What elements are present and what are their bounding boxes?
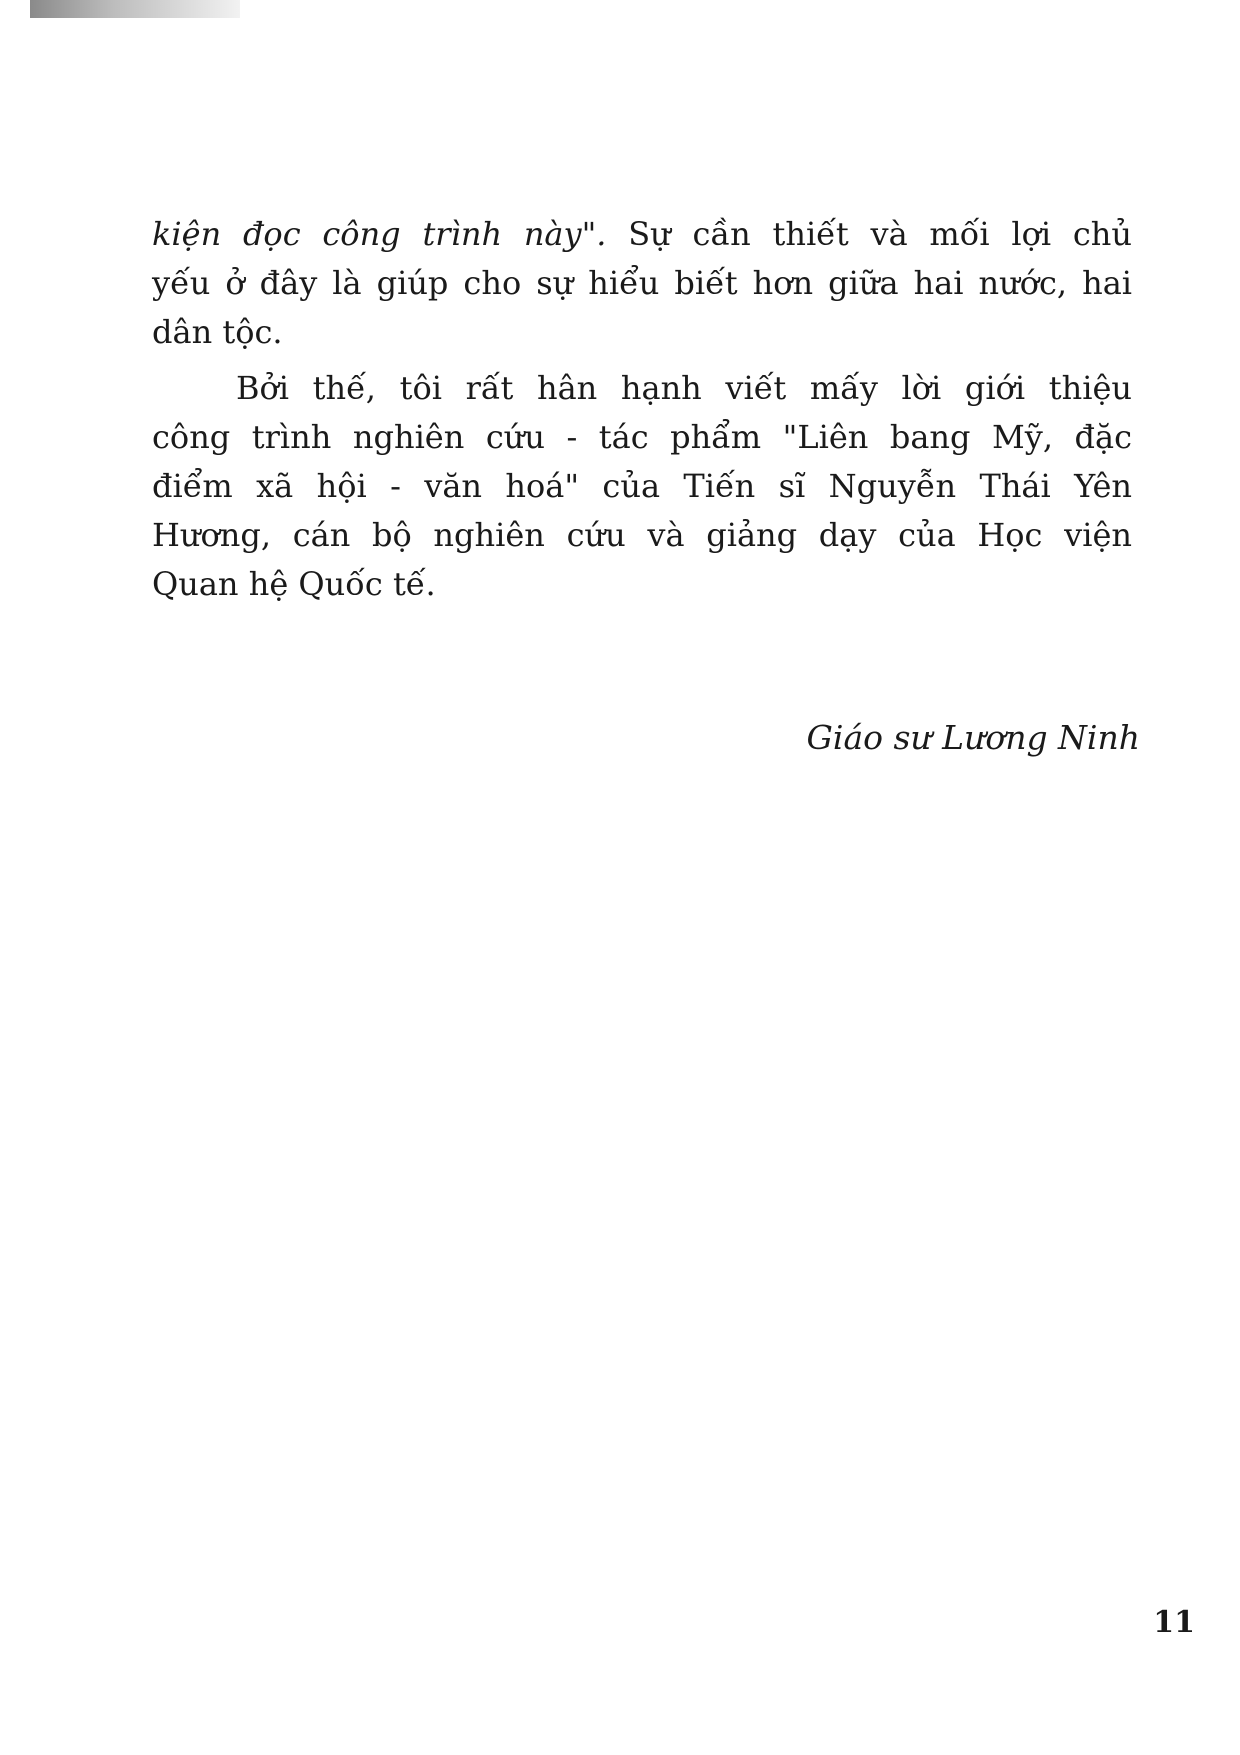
page-number: 11 (1153, 1605, 1195, 1640)
text-line: Quan hệ Quốc tế. (152, 565, 436, 603)
text-line: công trình nghiên cứu - tác phẩm "Liên bang Mỹ, đặc (152, 418, 1132, 456)
text-line: điểm xã hội - văn hoá" của Tiến sĩ Nguyễn Thái Yên (152, 467, 1132, 505)
paragraph-closing-quote (152, 210, 1132, 357)
paragraph-introduction (152, 364, 1132, 609)
text-line: Bởi thế, tôi rất hân hạnh viết mấy lời giới thiệu (236, 369, 1132, 407)
text-line: dân tộc. (152, 313, 283, 351)
text-line: yếu ở đây là giúp cho sự hiểu biết hơn giữa hai nước, hai (152, 264, 1132, 302)
body-text (152, 210, 1132, 609)
scan-edge-mark (30, 0, 240, 18)
text-line (152, 210, 1132, 259)
author-signature: Giáo sư Lương Ninh (806, 718, 1140, 757)
text-span: Sự cần thiết và mối lợi chủ (606, 215, 1133, 253)
italic-quote-end: kiện đọc công trình này". (152, 215, 607, 253)
text-line: Hương, cán bộ nghiên cứu và giảng dạy của Học viện (152, 516, 1132, 554)
